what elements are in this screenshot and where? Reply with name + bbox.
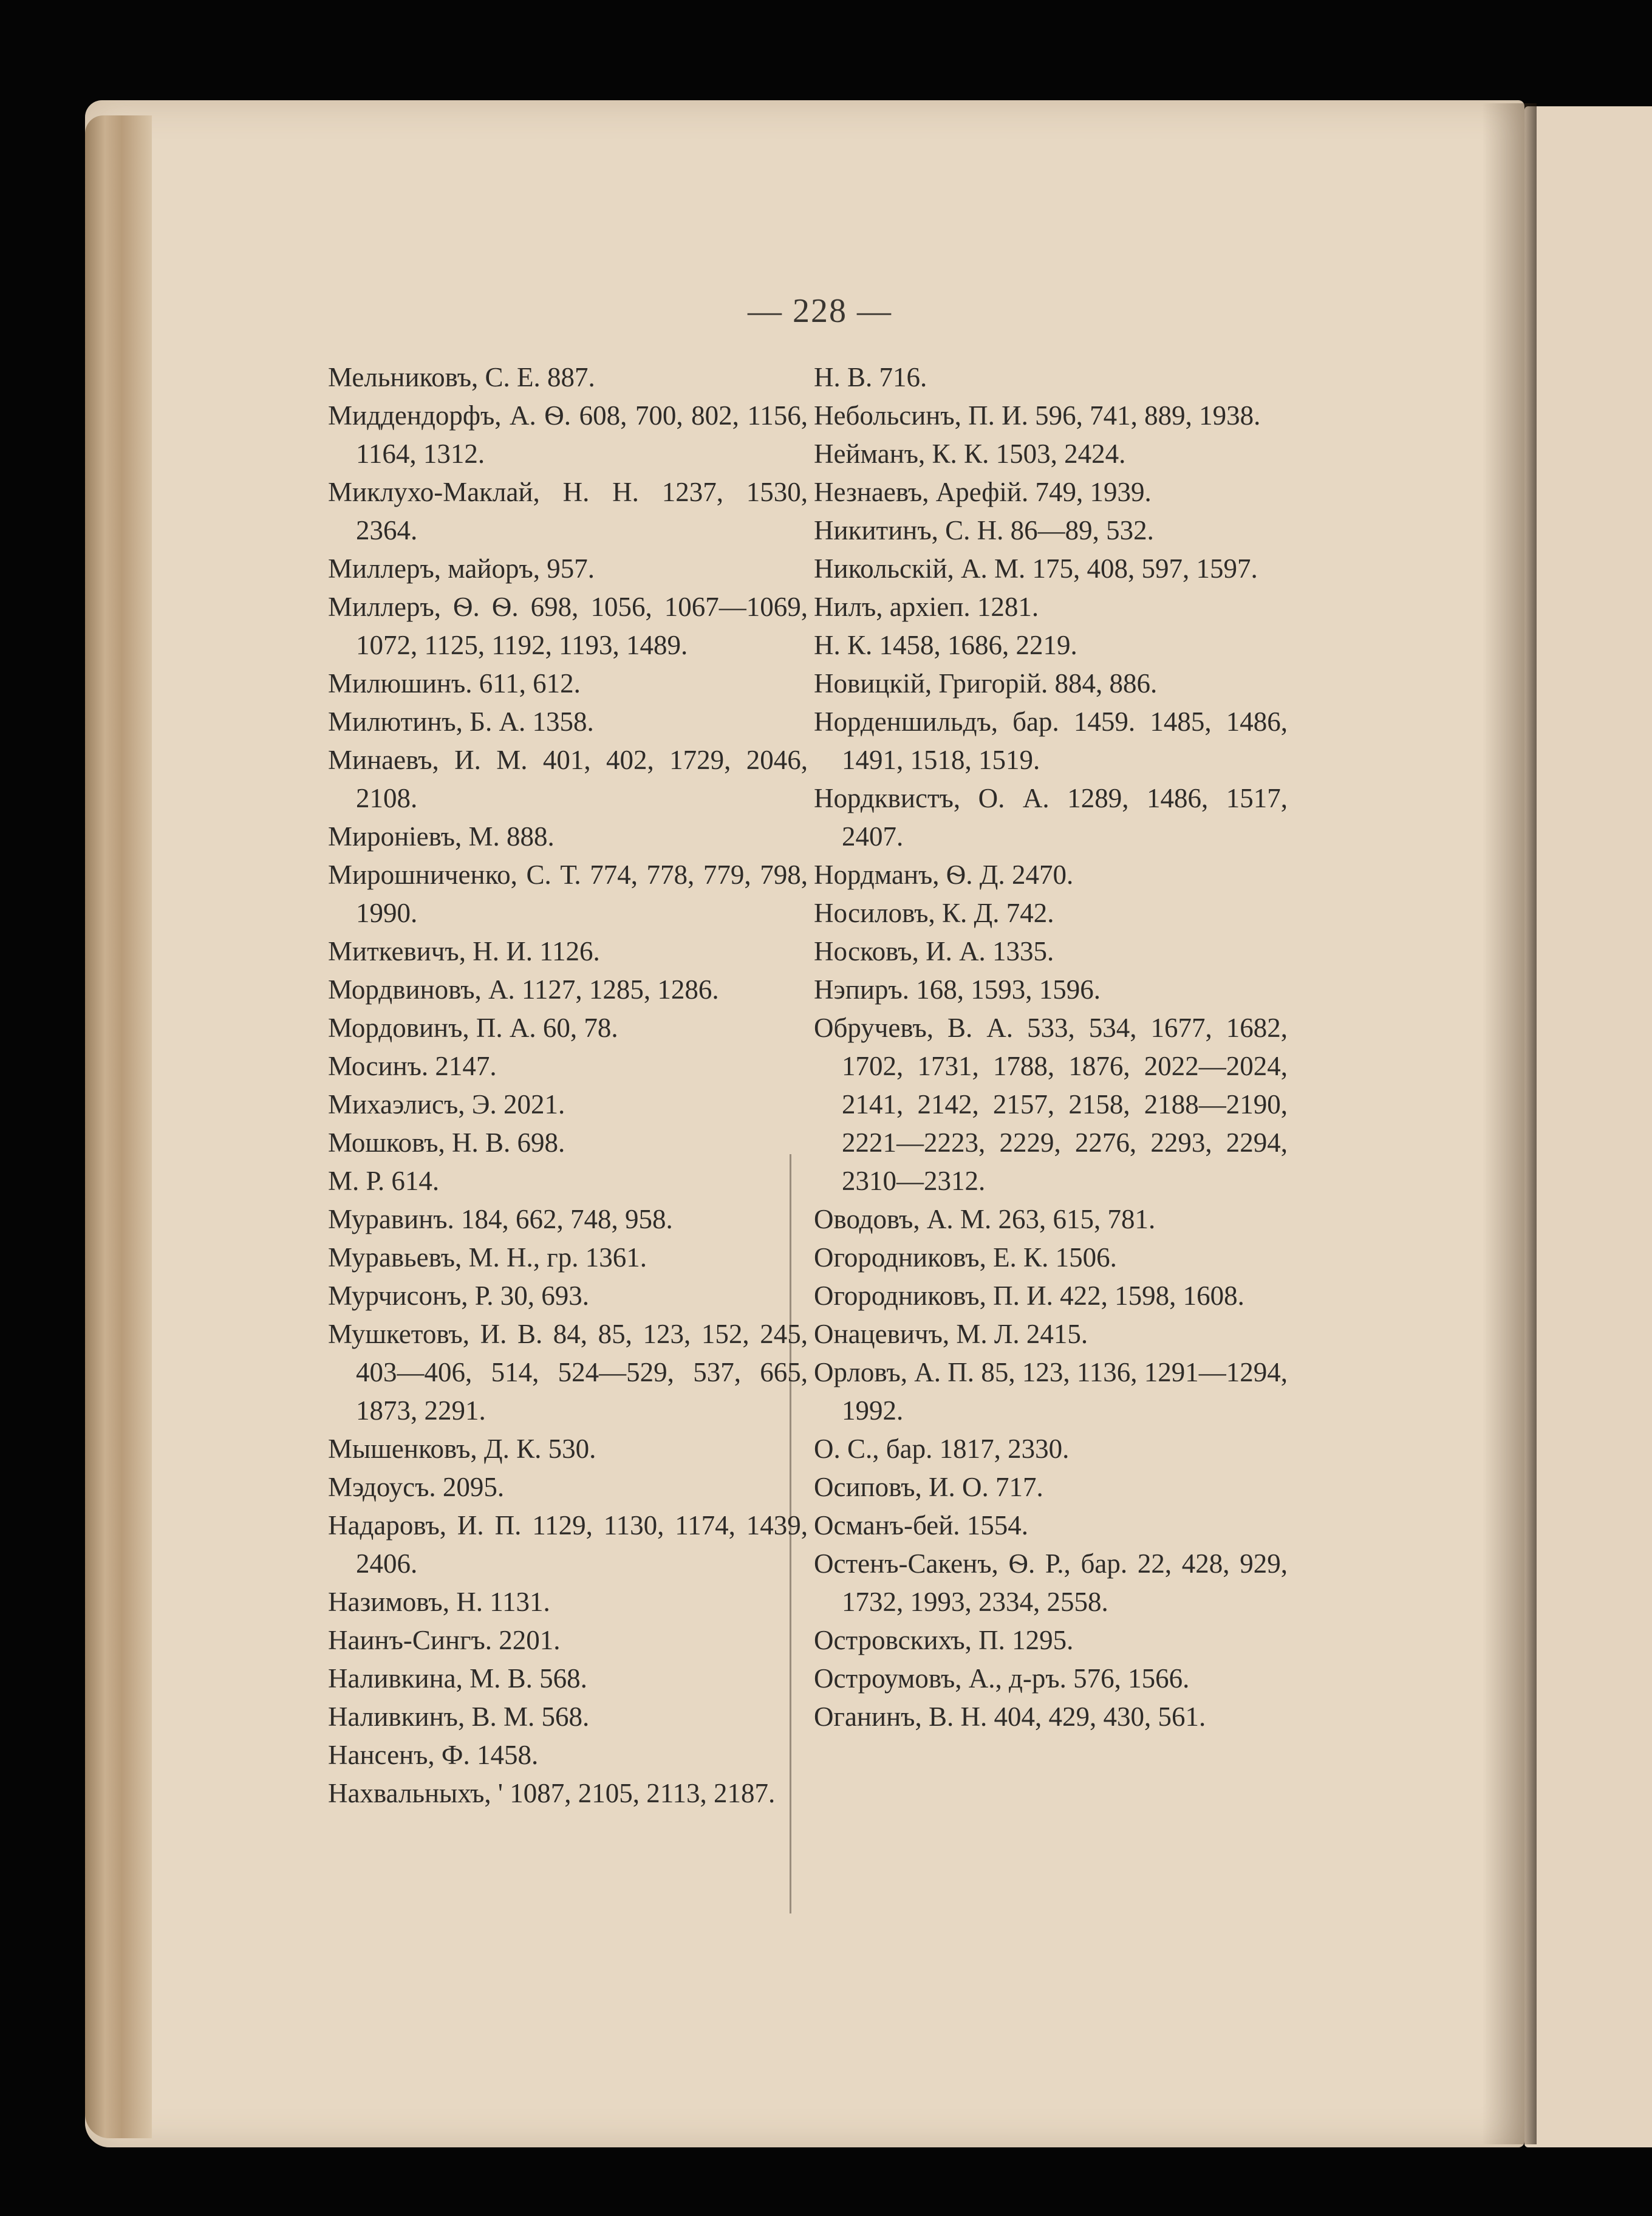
index-entry: Мушкетовъ, И. В. 84, 85, 123, 152, 245, 403—406, 514, 524—529, 537, 665, 1873, 2291. [328, 1319, 808, 1426]
index-entry: Миллеръ, Ѳ. Ѳ. 698, 1056, 1067—1069, 1072, 1125, 1192, 1193, 1489. [328, 592, 808, 660]
index-entry: Муравьевъ, М. Н., гр. 1361. [328, 1242, 647, 1273]
index-entry: Надаровъ, И. П. 1129, 1130, 1174, 1439, 2406. [328, 1510, 808, 1579]
index-entry: Мошковъ, Н. В. 698. [328, 1127, 565, 1158]
index-entry: Н. В. 716. [814, 362, 927, 392]
index-entry: Нэпиръ. 168, 1593, 1596. [814, 974, 1101, 1005]
index-entry: Милюшинъ. 611, 612. [328, 668, 581, 699]
index-entry: Османъ-бей. 1554. [814, 1510, 1029, 1541]
index-entry: Н. К. 1458, 1686, 2219. [814, 630, 1077, 660]
next-page-edge [1524, 106, 1652, 2147]
index-entry: Мироніевъ, М. 888. [328, 821, 555, 852]
index-entry: Носиловъ, К. Д. 742. [814, 898, 1054, 928]
index-entry: Оганинъ, В. Н. 404, 429, 430, 561. [814, 1701, 1206, 1732]
index-entry: Носковъ, И. А. 1335. [814, 936, 1054, 966]
index-entry: Наливкина, М. В. 568. [328, 1663, 587, 1694]
index-entry: Новицкій, Григорій. 884, 886. [814, 668, 1158, 699]
index-entry: Мосинъ. 2147. [328, 1051, 497, 1081]
index-entry: Островскихъ, П. 1295. [814, 1625, 1074, 1655]
index-entry: Мельниковъ, С. Е. 887. [328, 362, 595, 392]
index-entry: Мордвиновъ, А. 1127, 1285, 1286. [328, 974, 719, 1005]
index-entry: Никитинъ, С. Н. 86—89, 532. [814, 515, 1154, 545]
index-entry: Нахвальныхъ, ' 1087, 2105, 2113, 2187. [328, 1778, 776, 1808]
index-entry: Минаевъ, И. М. 401, 402, 1729, 2046, 2108. [328, 745, 808, 813]
column-divider [790, 1154, 791, 1913]
index-entry: Мирошниченко, С. Т. 774, 778, 779, 798, 1990. [328, 860, 808, 928]
index-entry: Милютинъ, Б. А. 1358. [328, 706, 594, 737]
index-entry: Наливкинъ, В. М. 568. [328, 1701, 590, 1732]
index-entry: Нилъ, архіеп. 1281. [814, 592, 1039, 622]
index-entry: Нордманъ, Ѳ. Д. 2470. [814, 860, 1074, 890]
page-stack-edge [85, 115, 152, 2138]
index-entry: Наинъ-Сингъ. 2201. [328, 1625, 561, 1655]
index-entry: Норденшильдъ, бар. 1459. 1485, 1486, 1491, 1518, 1519. [814, 706, 1288, 775]
index-entry: Остроумовъ, А., д-ръ. 576, 1566. [814, 1663, 1190, 1694]
index-entry: Нордквистъ, О. А. 1289, 1486, 1517, 2407. [814, 783, 1288, 852]
page-number: — 228 — [748, 292, 892, 330]
index-entry: Огородниковъ, Е. К. 1506. [814, 1242, 1117, 1273]
index-entry: Муравинъ. 184, 662, 748, 958. [328, 1204, 673, 1234]
index-entry: Миклухо-Маклай, Н. Н. 1237, 1530, 2364. [328, 477, 808, 545]
index-entry: Онацевичъ, М. Л. 2415. [814, 1319, 1088, 1349]
index-column-right [814, 358, 1288, 1736]
index-entry: Нейманъ, К. К. 1503, 2424. [814, 439, 1126, 469]
index-entry: Мышенковъ, Д. К. 530. [328, 1434, 596, 1464]
index-entry: Небольсинъ, П. И. 596, 741, 889, 1938. [814, 400, 1261, 431]
index-entry: Мордовинъ, П. А. 60, 78. [328, 1013, 618, 1043]
index-entry: Михаэлисъ, Э. 2021. [328, 1089, 565, 1120]
index-entry: Оводовъ, А. М. 263, 615, 781. [814, 1204, 1156, 1234]
index-entry: Нансенъ, Ф. 1458. [328, 1740, 539, 1770]
index-entry: Осиповъ, И. О. 717. [814, 1472, 1043, 1502]
index-entry: Мурчисонъ, Р. 30, 693. [328, 1281, 589, 1311]
index-entry: Миткевичъ, Н. И. 1126. [328, 936, 600, 966]
index-entry: Огородниковъ, П. И. 422, 1598, 1608. [814, 1281, 1244, 1311]
index-entry: Орловъ, А. П. 85, 123, 1136, 1291—1294, 1992. [814, 1357, 1288, 1426]
index-column-left [328, 358, 808, 1813]
index-entry: Миллеръ, майоръ, 957. [328, 553, 595, 584]
index-entry: Назимовъ, Н. 1131. [328, 1587, 550, 1617]
index-entry: Миддендорфъ, А. Ѳ. 608, 700, 802, 1156, 1164, 1312. [328, 400, 808, 469]
index-entry: Никольскій, А. М. 175, 408, 597, 1597. [814, 553, 1258, 584]
index-entry: Незнаевъ, Арефій. 749, 1939. [814, 477, 1152, 507]
index-entry: Остенъ-Сакенъ, Ѳ. Р., бар. 22, 428, 929, 1732, 1993, 2334, 2558. [814, 1548, 1288, 1617]
index-entry: М. Р. 614. [328, 1166, 440, 1196]
index-entry: О. С., бар. 1817, 2330. [814, 1434, 1070, 1464]
index-entry: Обручевъ, В. А. 533, 534, 1677, 1682, 1702, 1731, 1788, 1876, 2022—2024, 2141, 2142, 2157, 2158, 2188—2190, 2221—2223, 2229, 2276, 2293, 2294, 2310—2312. [814, 1013, 1288, 1196]
index-entry: Мэдоусъ. 2095. [328, 1472, 505, 1502]
page-gutter-shadow [1482, 103, 1537, 2144]
